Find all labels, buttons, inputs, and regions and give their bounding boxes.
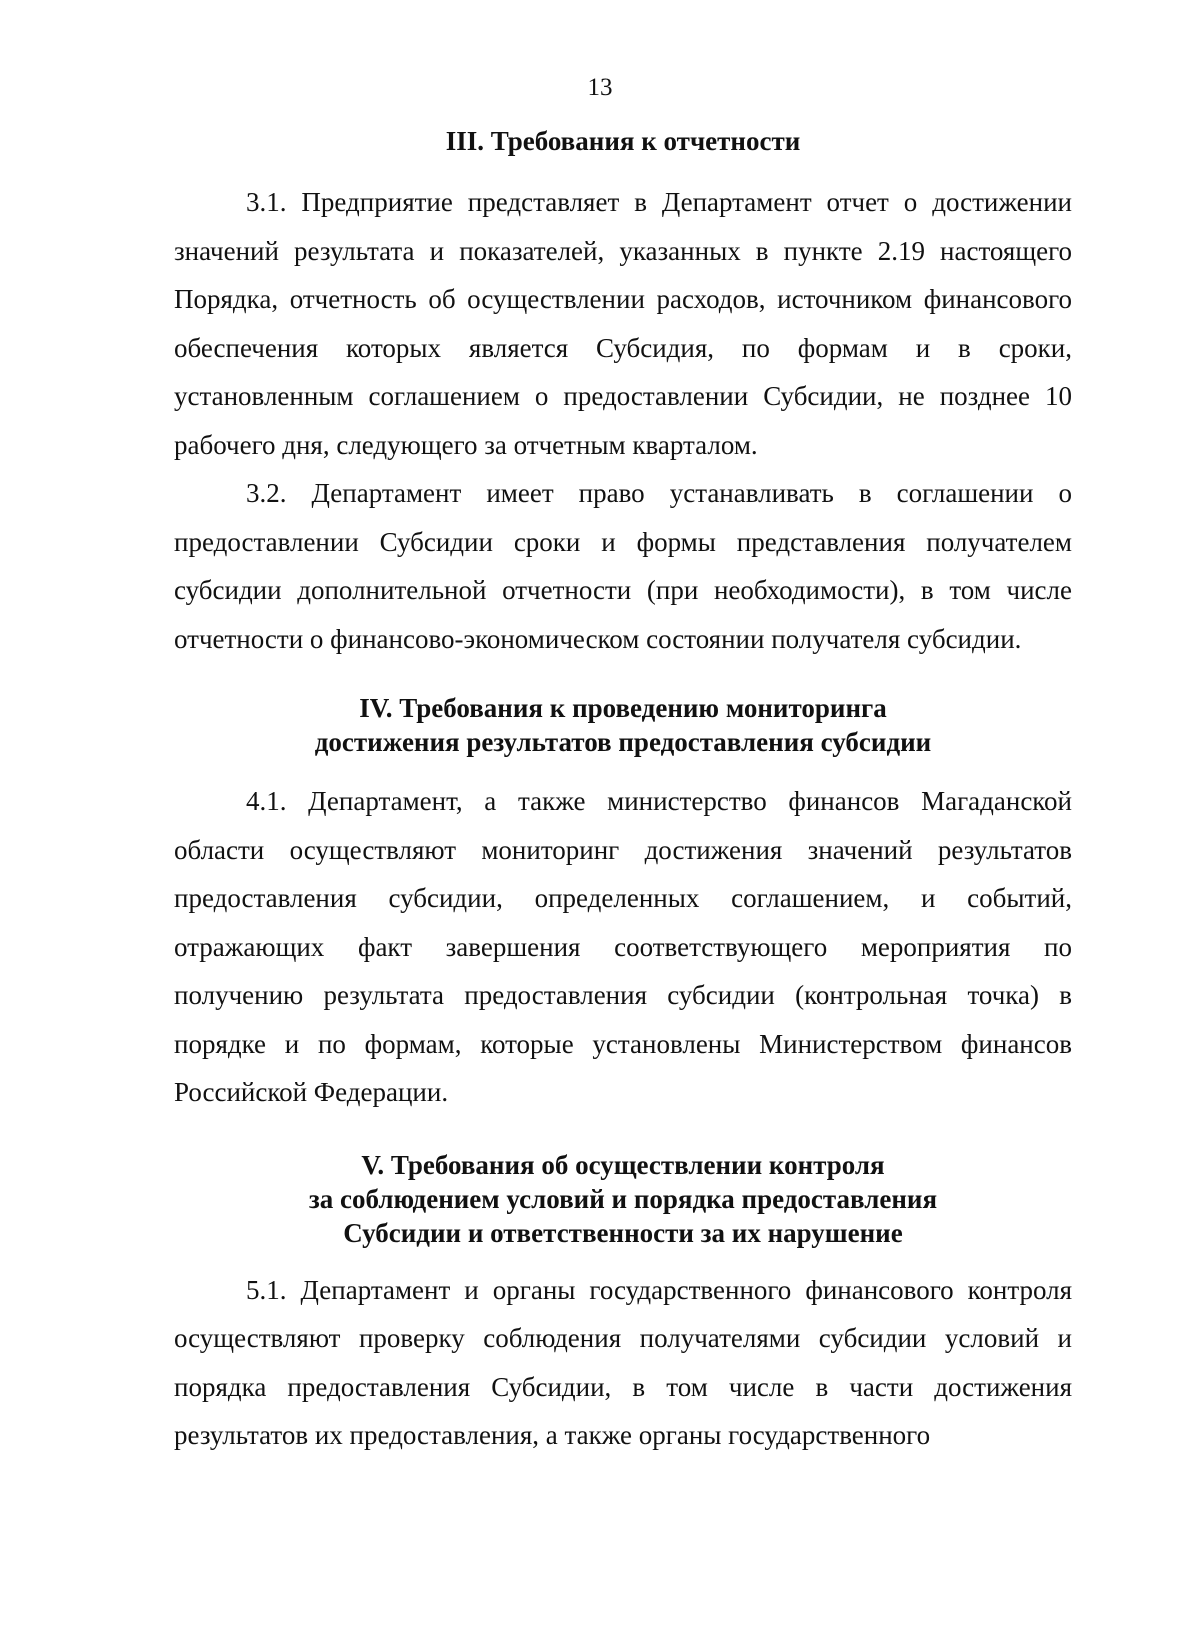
page-content bbox=[174, 124, 1072, 1460]
paragraph-3-1: 3.1. Предприятие представляет в Департамент отчет о достижении значений результата и показателей, указанных в пункте 2.19 настоящего Порядка, отчетность об осуществлении расходов, источником финансового обеспечения которых является Субсидия, по формам и в сроки, установленным соглашением о предоставлении Субсидии, не позднее 10 рабочего дня, следующего за отчетным кварталом. bbox=[174, 187, 1072, 460]
section-4-heading bbox=[174, 691, 1072, 759]
section-5-heading-line-2: за соблюдением условий и порядка предоставления bbox=[308, 1183, 938, 1214]
section-4-heading-line-2: достижения результатов предоставления субсидии bbox=[314, 727, 932, 757]
paragraph-3-2: 3.2. Департамент имеет право устанавливать в соглашении о предоставлении Субсидии сроки и формы представления получателем субсидии дополнительной отчетности (при необходимости), в том числе отчетности о финансово-экономическом состоянии получателя субсидии. bbox=[174, 478, 1072, 654]
section-5-heading-line-3: Субсидии и ответственности за их нарушение bbox=[343, 1217, 903, 1248]
section-5-heading bbox=[174, 1148, 1072, 1250]
section-5-heading-line-1: V. Требования об осуществлении контроля bbox=[361, 1149, 885, 1180]
section-3-heading: III. Требования к отчетности bbox=[445, 126, 801, 156]
page-number: 13 bbox=[587, 74, 613, 101]
paragraph-5-1: 5.1. Департамент и органы государственного финансового контроля осуществляют проверку соблюдения получателями субсидии условий и порядка предоставления Субсидии, в том числе в части достижения результатов их предоставления, а также органы государственного bbox=[174, 1274, 1072, 1450]
paragraph-4-1: 4.1. Департамент, а также министерство финансов Магаданской области осуществляют мониторинг достижения значений результатов предоставления субсидии, определенных соглашением, и событий, отражающих факт завершения соответствующего мероприятия по получению результата предоставления субсидии (контрольная точка) в порядке и по формам, которые установлены Министерством финансов Российской Федерации. bbox=[174, 786, 1072, 1107]
section-4-heading-line-1: IV. Требования к проведению мониторинга bbox=[359, 693, 887, 723]
